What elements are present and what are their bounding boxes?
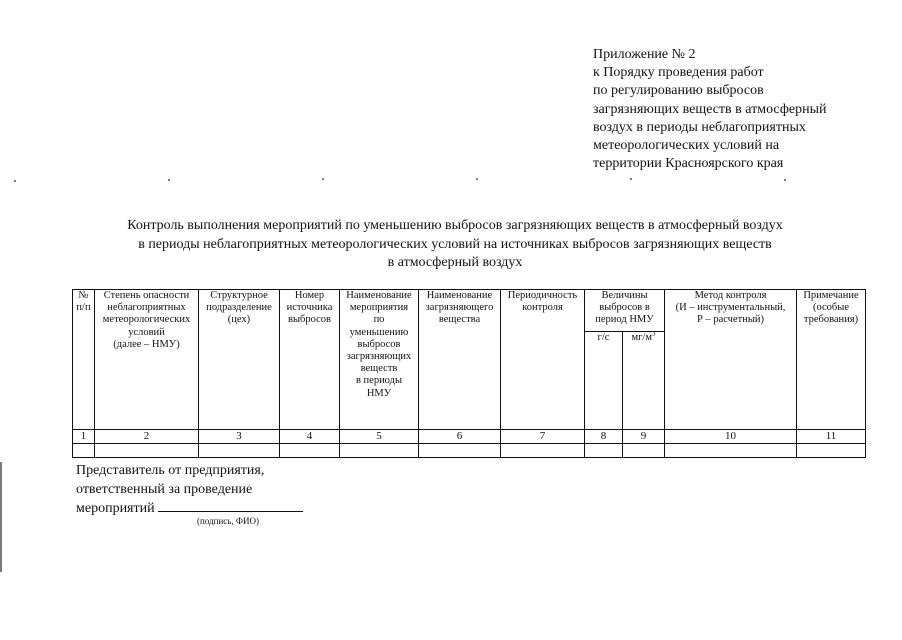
signature-line: мероприятий — [76, 499, 303, 519]
appendix-block — [593, 46, 893, 173]
table-row — [73, 444, 866, 458]
header-row — [73, 290, 866, 332]
column-number: 11 — [797, 430, 866, 444]
column-number: 2 — [95, 430, 199, 444]
header-periodicity: Периодичность контроля — [501, 290, 585, 430]
appendix-line: воздух в периоды неблагоприятных — [593, 119, 806, 135]
header-division: Структурное подразделение (цех) — [199, 290, 280, 430]
scan-dot — [168, 179, 170, 181]
header-source-number: Номер источника выбросов — [280, 290, 340, 430]
column-numbers-row — [73, 430, 866, 444]
table-cell[interactable] — [340, 444, 419, 458]
signature-line: Представитель от предприятия, — [76, 463, 265, 478]
signature-field[interactable] — [158, 499, 303, 512]
scan-dot — [14, 180, 16, 182]
header-pollutant-name: Наименование загрязняющего вещества — [419, 290, 501, 430]
scan-dot — [630, 178, 632, 180]
column-number: 7 — [501, 430, 585, 444]
header-note: Примечание (особые требования) — [797, 290, 866, 430]
scan-dot — [476, 178, 478, 180]
scan-dot — [784, 179, 786, 181]
appendix-line: по регулированию выбросов — [593, 83, 764, 99]
table-cell[interactable] — [199, 444, 280, 458]
scan-dots — [0, 176, 902, 184]
appendix-line: территории Красноярского края — [593, 156, 784, 172]
header-control-method: Метод контроля (И – инструментальный, Р – расчетный) — [665, 290, 797, 430]
column-number: 8 — [585, 430, 623, 444]
table-cell[interactable] — [501, 444, 585, 458]
header-danger-level: Степень опасности неблагоприятных метеорологических условий (далее – НМУ) — [95, 290, 199, 430]
column-number: 10 — [665, 430, 797, 444]
column-number: 1 — [73, 430, 95, 444]
header-measure-name: Наименование мероприятия по уменьшению выбросов загрязняющих веществ в периоды НМУ — [340, 290, 419, 430]
signature-block — [76, 462, 303, 519]
header-emission-values: Величины выбросов в период НМУ — [585, 290, 665, 332]
control-table — [72, 289, 866, 458]
table-cell[interactable] — [665, 444, 797, 458]
column-number: 9 — [623, 430, 665, 444]
title-line: Контроль выполнения мероприятий по уменьшению выбросов загрязняющих веществ в атмосферный воздух — [127, 218, 783, 233]
table-cell[interactable] — [585, 444, 623, 458]
table-cell[interactable] — [73, 444, 95, 458]
table-cell[interactable] — [419, 444, 501, 458]
table-cell[interactable] — [797, 444, 866, 458]
scan-edge-line — [0, 462, 2, 572]
title-line: в атмосферный воздух — [387, 255, 523, 270]
appendix-line: загрязняющих веществ в атмосферный — [593, 101, 827, 117]
title-line: в периоды неблагоприятных метеорологических условий на источниках выбросов загрязняющих веществ — [138, 236, 772, 252]
signature-caption: (подпись, ФИО) — [197, 516, 259, 526]
header-number: № п/п — [73, 290, 95, 430]
table-cell[interactable] — [95, 444, 199, 458]
column-number: 6 — [419, 430, 501, 444]
appendix-line: Приложение № 2 — [593, 47, 696, 62]
column-number: 5 — [340, 430, 419, 444]
header-gs: г/с — [585, 332, 623, 430]
column-number: 4 — [280, 430, 340, 444]
appendix-line: метеорологических условий на — [593, 138, 780, 154]
header-mgm3: $мг/м^3$ — [623, 332, 665, 430]
column-number: 3 — [199, 430, 280, 444]
table-cell[interactable] — [623, 444, 665, 458]
table-cell[interactable] — [280, 444, 340, 458]
document-title — [60, 217, 850, 273]
scan-dot — [322, 178, 324, 180]
appendix-line: к Порядку проведения работ — [593, 65, 764, 81]
signature-line: ответственный за проведение — [76, 481, 253, 497]
